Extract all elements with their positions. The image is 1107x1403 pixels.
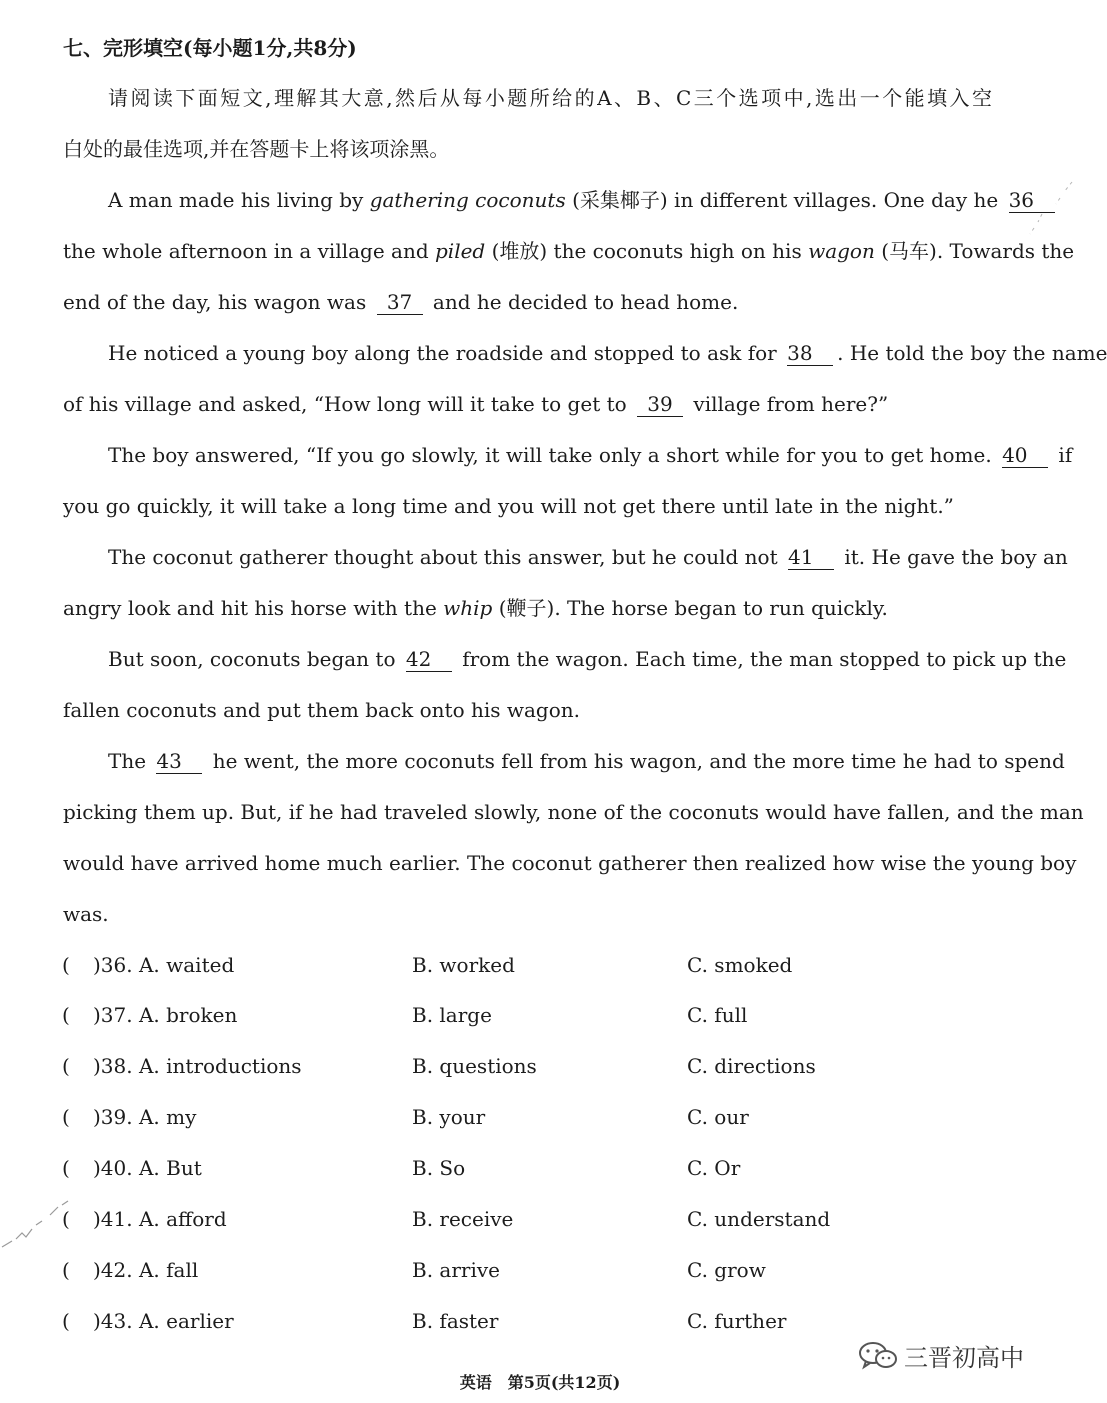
page-footer: 英语 第5页(共12页) <box>459 1373 621 1392</box>
passage-p5-line1: But soon, coconuts began to 42 from the wagon. Each time, the man stopped to pick up the <box>108 647 1067 671</box>
watermark-text: 三晋初高中 <box>904 1343 1024 1372</box>
blank-43: 43 <box>156 749 202 774</box>
option-b: B. large <box>412 1003 492 1027</box>
option-a: )42. A. fall <box>93 1258 199 1282</box>
passage-p6-line2: picking them up. But, if he had traveled slowly, none of the coconuts would have fallen, and the man <box>63 800 1084 824</box>
passage-p6-line4: was. <box>63 902 109 926</box>
blank-39: 39 <box>637 392 683 417</box>
answer-paren[interactable]: ( <box>62 1105 70 1129</box>
passage-p6-line3: would have arrived home much earlier. The coconut gatherer then realized how wise the young boy <box>63 851 1077 875</box>
option-a: )37. A. broken <box>93 1003 238 1027</box>
instructions-line-2: 白处的最佳选项,并在答题卡上将该项涂黑。 <box>63 137 450 161</box>
option-c: C. directions <box>687 1054 816 1078</box>
section-heading: 七、完形填空(每小题1分,共8分) <box>63 36 357 60</box>
passage-p4-line1: The coconut gatherer thought about this answer, but he could not 41 it. He gave the boy an <box>108 545 1068 569</box>
option-c: C. understand <box>687 1207 831 1231</box>
option-b: B. your <box>412 1105 486 1129</box>
option-b: B. faster <box>412 1309 499 1333</box>
passage-p4-line2: angry look and hit his horse with the whip (鞭子). The horse began to run quickly. <box>63 596 888 620</box>
option-c: C. grow <box>687 1258 766 1282</box>
option-a: )39. A. my <box>93 1105 197 1129</box>
answer-paren[interactable]: ( <box>62 1258 70 1282</box>
option-c: C. Or <box>687 1156 741 1180</box>
option-a: )43. A. earlier <box>93 1309 234 1333</box>
option-c: C. our <box>687 1105 749 1129</box>
passage-p1-line1: A man made his living by gathering coconuts (采集椰子) in different villages. One day he 36 <box>108 186 992 214</box>
option-c: C. full <box>687 1003 748 1027</box>
option-a: )38. A. introductions <box>93 1054 302 1078</box>
answer-paren[interactable]: ( <box>62 1003 70 1027</box>
blank-41: 41 <box>788 545 834 570</box>
pencil-scribble-right <box>1020 178 1078 238</box>
blank-40: 40 <box>1002 443 1048 468</box>
passage-p1-line3: end of the day, his wagon was 37 and he decided to head home. <box>63 290 739 314</box>
answer-paren[interactable]: ( <box>62 1309 70 1333</box>
passage-p2-line2: of his village and asked, “How long will it take to get to 39 village from here?” <box>63 392 889 416</box>
blank-42: 42 <box>406 647 452 672</box>
option-a: )40. A. But <box>93 1156 202 1180</box>
option-a: )36. A. waited <box>93 953 235 977</box>
wechat-logo-icon <box>858 1340 898 1370</box>
passage-p3-line1: The boy answered, “If you go slowly, it will take only a short while for you to get home. 40 if <box>108 443 1073 467</box>
option-b: B. worked <box>412 953 515 977</box>
passage-p5-line2: fallen coconuts and put them back onto his wagon. <box>63 698 581 722</box>
answer-paren[interactable]: ( <box>62 1054 70 1078</box>
blank-38: 38 <box>787 341 833 366</box>
watermark <box>858 1338 1024 1372</box>
instructions-line-1: 请阅读下面短文,理解其大意,然后从每小题所给的A、B、C三个选项中,选出一个能填入空 <box>108 86 992 110</box>
blank-37: 37 <box>377 290 423 315</box>
answer-paren[interactable]: ( <box>62 1207 70 1231</box>
option-b: B. So <box>412 1156 466 1180</box>
option-c: C. smoked <box>687 953 793 977</box>
pencil-scribble-left <box>0 1185 72 1255</box>
option-b: B. receive <box>412 1207 514 1231</box>
passage-p6-line1: The 43 he went, the more coconuts fell from his wagon, and the more time he had to spend <box>108 749 1065 773</box>
option-a: )41. A. afford <box>93 1207 227 1231</box>
answer-paren[interactable]: ( <box>62 1156 70 1180</box>
passage-p1-line2: the whole afternoon in a village and piled (堆放) the coconuts high on his wagon (马车). Towards the <box>63 239 1075 263</box>
blank-36: 36 <box>1009 188 1055 213</box>
option-b: B. arrive <box>412 1258 500 1282</box>
option-b: B. questions <box>412 1054 537 1078</box>
passage-p3-line2: you go quickly, it will take a long time and you will not get there until late in the night.” <box>63 494 954 518</box>
passage-p2-line1: He noticed a young boy along the roadside and stopped to ask for 38 . He told the boy the name <box>108 341 1107 365</box>
answer-paren[interactable]: ( <box>62 953 70 977</box>
option-c: C. further <box>687 1309 787 1333</box>
